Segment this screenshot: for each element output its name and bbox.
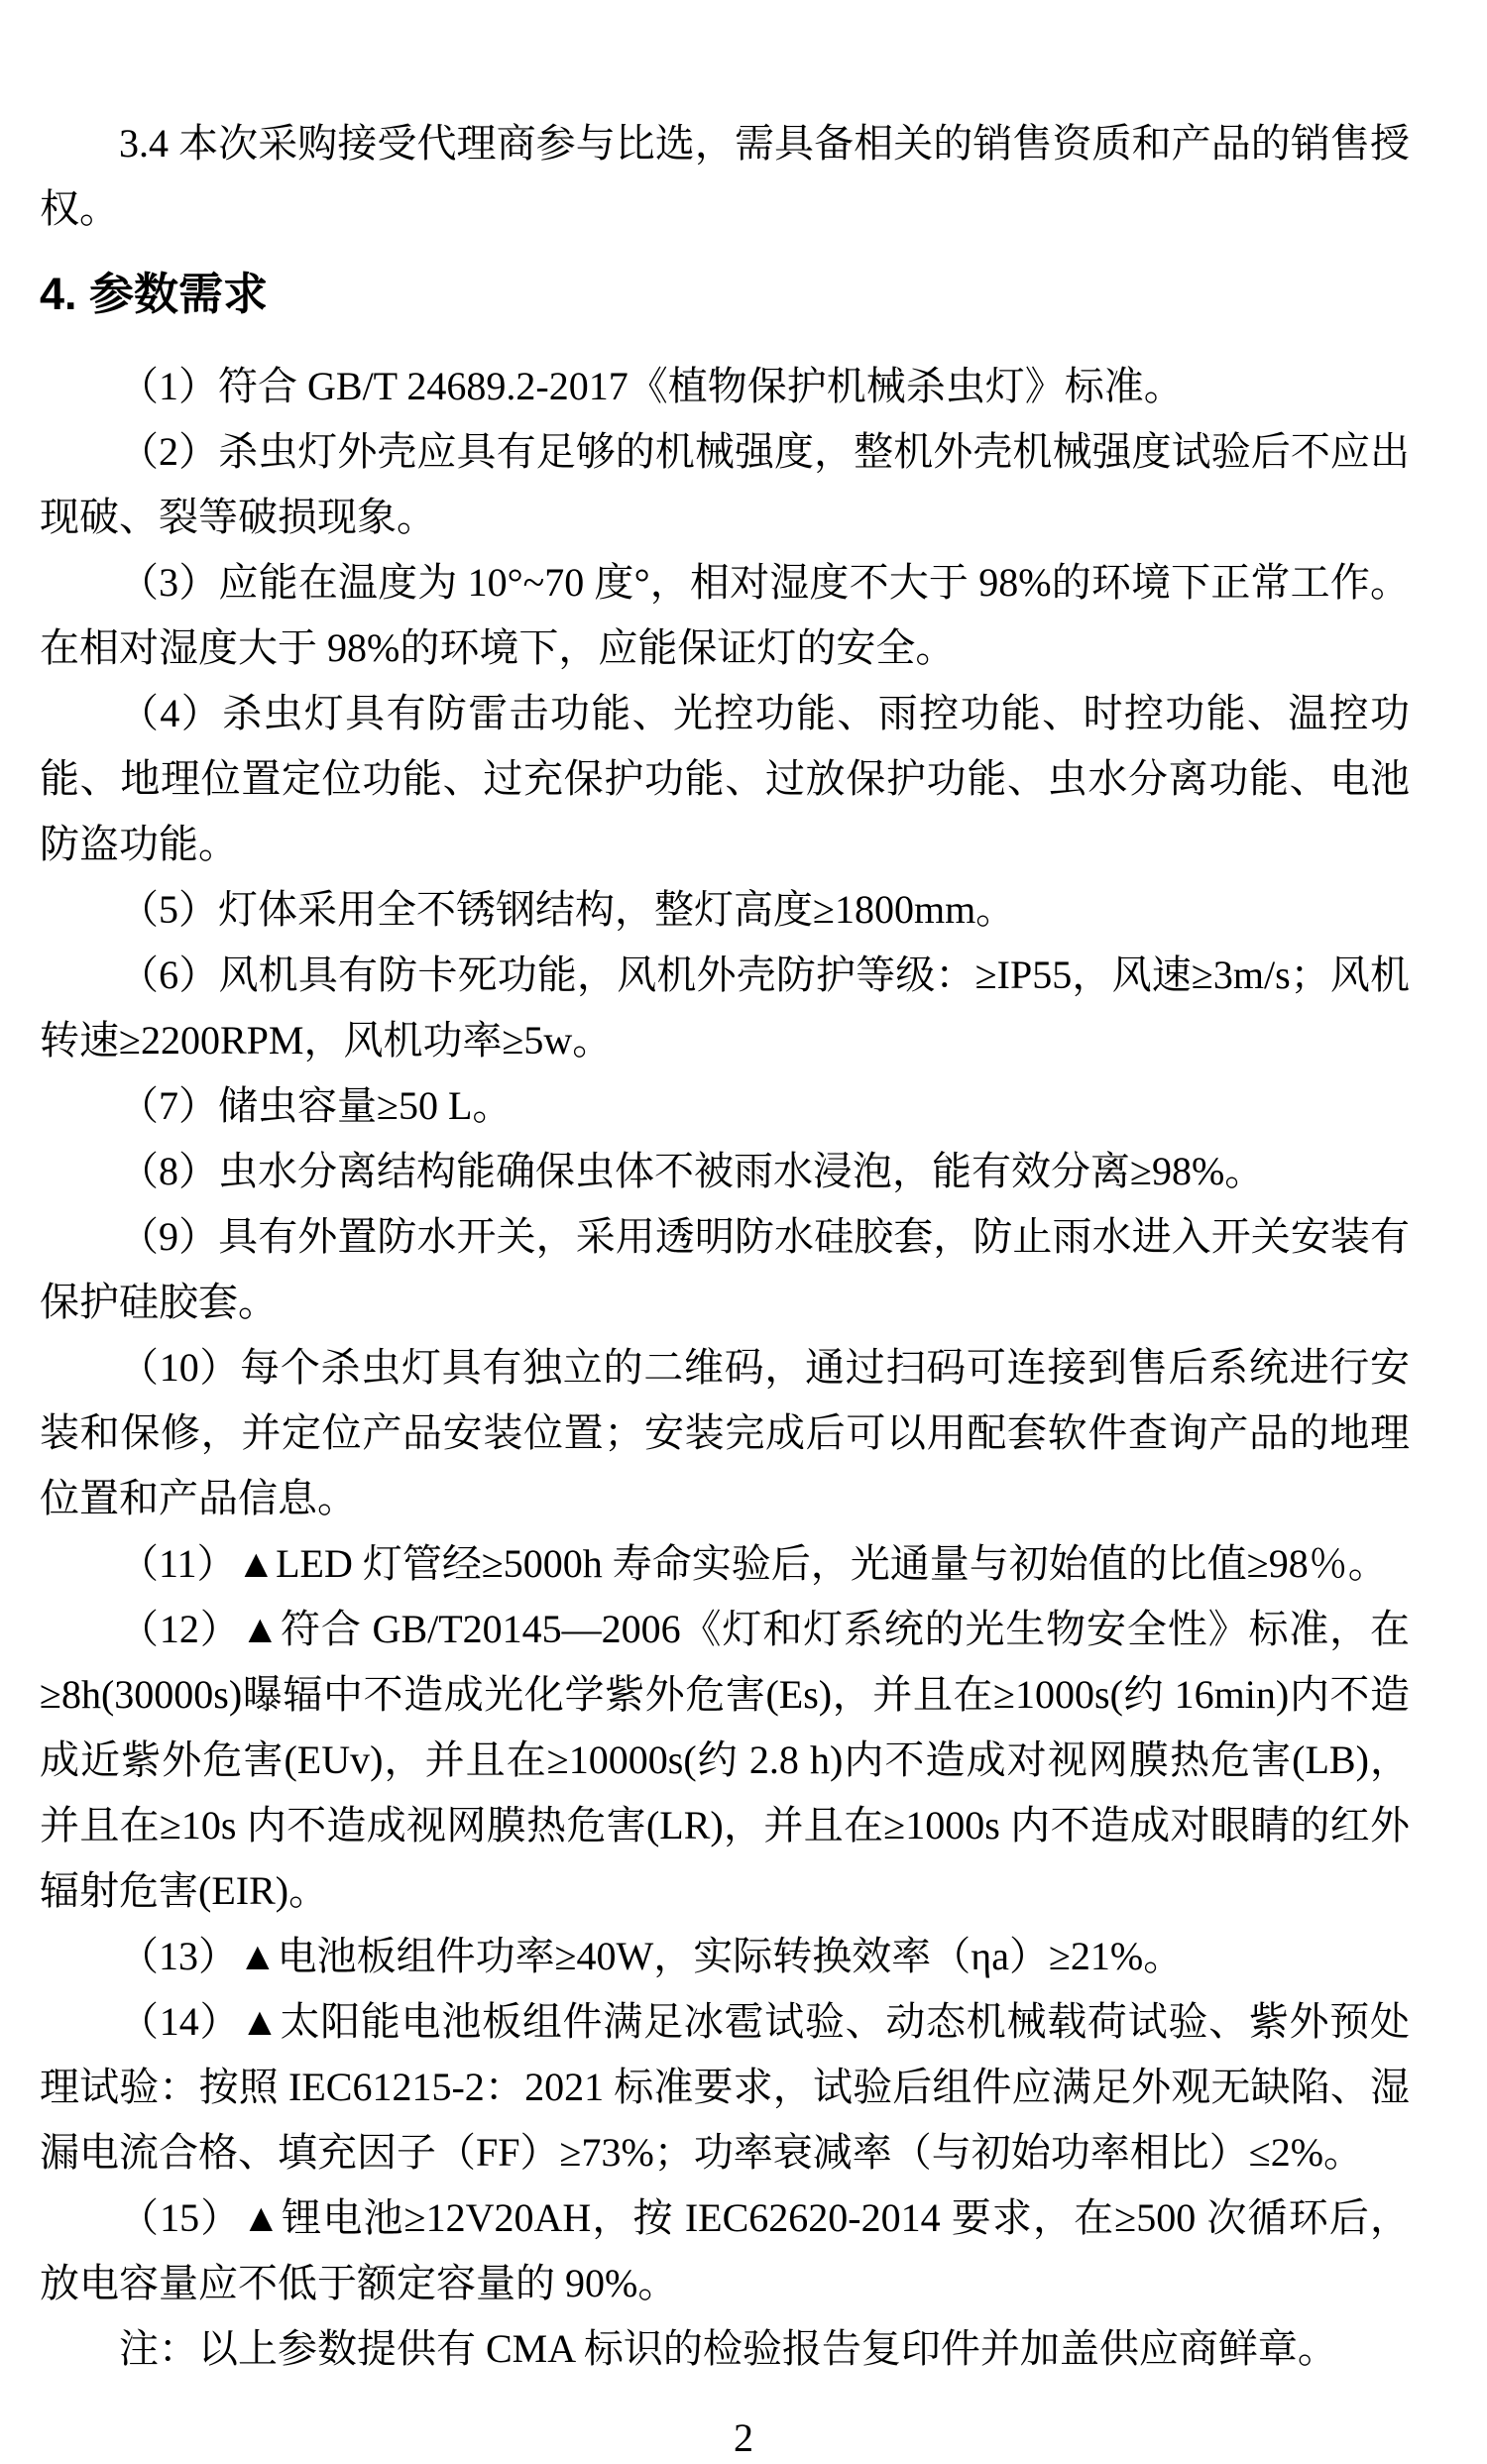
paragraph-3-4: 3.4 本次采购接受代理商参与比选，需具备相关的销售资质和产品的销售授权。 [40, 121, 1410, 231]
requirement-item-11: （11）▲LED 灯管经≥5000h 寿命实验后，光通量与初始值的比值≥98％。 [119, 1541, 1388, 1586]
requirement-item-4: （4）杀虫灯具有防雷击功能、光控功能、雨控功能、时控功能、温控功能、地理位置定位功能、过充保护功能、过放保护功能、虫水分离功能、电池防盗功能。 [40, 691, 1410, 866]
requirement-item-10: （10）每个杀虫灯具有独立的二维码，通过扫码可连接到售后系统进行安装和保修，并定位产品安装位置；安装完成后可以用配套软件查询产品的地理位置和产品信息。 [40, 1345, 1410, 1520]
requirement-item-9: （9）具有外置防水开关，采用透明防水硅胶套，防止雨水进入开关安装有保护硅胶套。 [40, 1214, 1410, 1324]
requirement-item-14: （14）▲太阳能电池板组件满足冰雹试验、动态机械载荷试验、紫外预处理试验：按照 IEC61215-2：2021 标准要求，试验后组件应满足外观无缺陷、湿漏电流合格、填充因子（FF）≥73%；功率衰减率（与初始功率相比）≤2%。 [40, 1999, 1410, 2175]
requirement-item-7: （7）储虫容量≥50 L。 [119, 1083, 513, 1128]
requirement-item-12: （12）▲符合 GB/T20145—2006《灯和灯系统的光生物安全性》标准，在≥8h(30000s)曝辐中不造成光化学紫外危害(Es)，并且在≥1000s(约 16min)内不造成近紫外危害(EUv)，并且在≥10000s(约 2.8 h)内不造成对视网膜热危害(LB)，并且在≥10s 内不造成视网膜热危害(LR)，并且在≥1000s 内不造成对眼睛的红外辐射危害(EIR)。 [40, 1607, 1410, 1913]
section-heading-parameters: 4. 参数需求 [40, 269, 269, 319]
requirement-item-8: （8）虫水分离结构能确保虫体不被雨水浸泡，能有效分离≥98%。 [119, 1149, 1265, 1193]
page-content [40, 111, 1410, 2382]
requirement-item-6: （6）风机具有防卡死功能，风机外壳防护等级：≥IP55，风速≥3m/s；风机转速≥2200RPM，风机功率≥5w。 [40, 952, 1410, 1063]
requirement-item-5: （5）灯体采用全不锈钢结构，整灯高度≥1800mm。 [119, 887, 1016, 932]
page-number: 2 [734, 2415, 753, 2460]
requirement-item-3: （3）应能在温度为 10°~70 度°，相对湿度不大于 98%的环境下正常工作。在相对湿度大于 98%的环境下，应能保证灯的安全。 [40, 560, 1410, 670]
requirement-item-13: （13）▲电池板组件功率≥40W，实际转换效率（ηa）≥21%。 [119, 1934, 1184, 1978]
note-paragraph: 注：以上参数提供有 CMA 标识的检验报告复印件并加盖供应商鲜章。 [119, 2326, 1337, 2371]
requirement-item-15: （15）▲锂电池≥12V20AH，按 IEC62620-2014 要求，在≥500 次循环后，放电容量应不低于额定容量的 90%。 [40, 2195, 1410, 2305]
requirement-item-2: （2）杀虫灯外壳应具有足够的机械强度，整机外壳机械强度试验后不应出现破、裂等破损现象。 [40, 429, 1410, 539]
requirement-item-1: （1）符合 GB/T 24689.2-2017《植物保护机械杀虫灯》标准。 [119, 364, 1184, 408]
